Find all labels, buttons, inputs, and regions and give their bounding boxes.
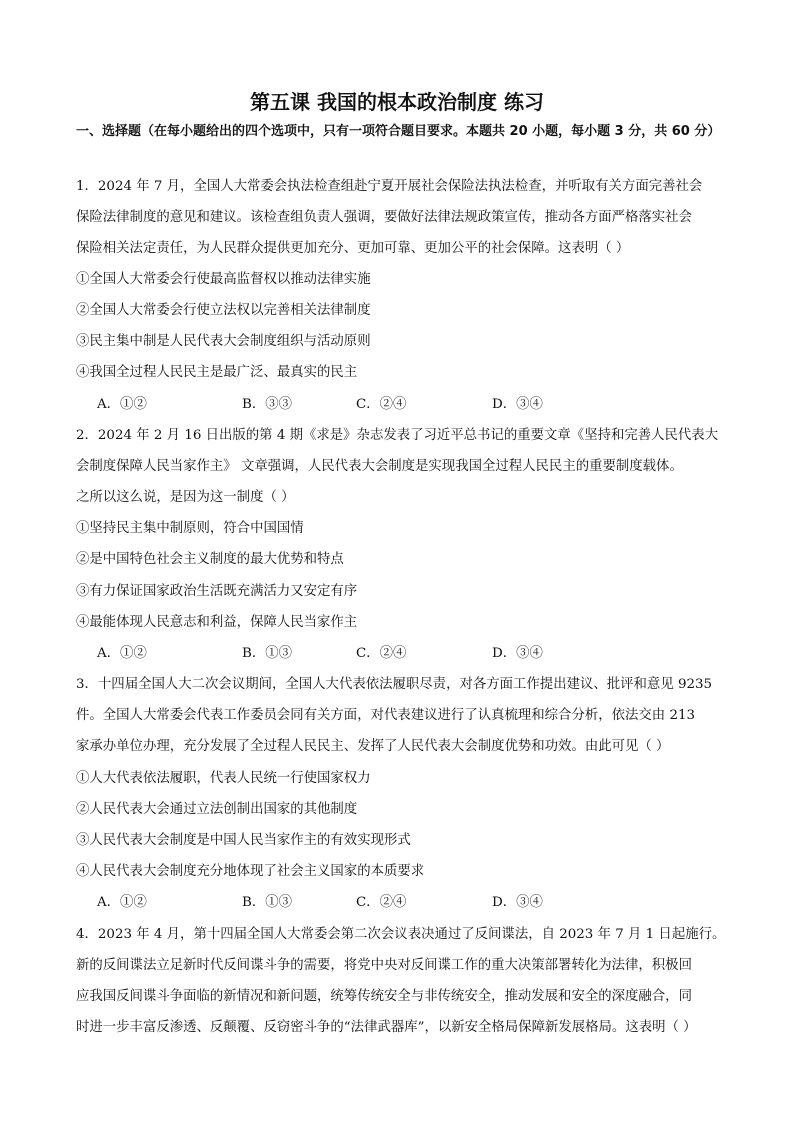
question-3-statement: ②人民代表大会通过立法创制出国家的其他制度 [76, 802, 358, 817]
choice-b: B．①③ [242, 646, 293, 661]
choice-b: B．③③ [242, 397, 293, 412]
question-3-line: 家承办单位办理，充分发展了全过程人民民主、发挥了人民代表大会制度优势和功效。由此可见（ ） [76, 739, 670, 754]
question-1-statement: ①全国人大常委会行使最高监督权以推动法律实施 [76, 272, 371, 287]
question-2-statement: ③有力保证国家政治生活既充满活力又安定有序 [76, 584, 358, 599]
question-3-statement: ①人大代表依法履职，代表人民统一行使国家权力 [76, 771, 371, 786]
choice-d: D．③④ [492, 895, 543, 910]
choice-c: C．②④ [356, 895, 407, 910]
question-2-statement: ④最能体现人民意志和利益，保障人民当家作主 [76, 615, 358, 630]
choice-c: C．②④ [356, 646, 407, 661]
question-3-statement: ③人民代表大会制度是中国人民当家作主的有效实现形式 [76, 833, 411, 848]
choice-a: A．①② [97, 646, 147, 661]
question-4-line: 新的反间谍法立足新时代反间谍斗争的需要，将党中央对反间谍工作的重大决策部署转化为法律，积极回 [76, 958, 692, 973]
question-4-line: 应我国反间谍斗争面临的新情况和新问题，统筹传统安全与非传统安全，推动发展和安全的深度融合，同 [76, 989, 692, 1004]
question-2-line: 之所以这么说，是因为这一制度（ ） [76, 490, 295, 505]
choice-b: B．①③ [242, 895, 293, 910]
question-3-line: 件。全国人大常委会代表工作委员会同有关方面，对代表建议进行了认真梳理和综合分析，依法交由 213 [76, 708, 695, 723]
question-1-line: 保险相关法定责任，为人民群众提供更加充分、更加可靠、更加公平的社会保障。这表明（ ） [76, 241, 630, 256]
section-heading: 一、选择题（在每小题给出的四个选项中，只有一项符合题目要求。本题共 20 小题，每小题 3 分，共 60 分） [76, 124, 721, 139]
question-1-statement: ④我国全过程人民民主是最广泛、最真实的民主 [76, 365, 358, 380]
question-2-statement: ②是中国特色社会主义制度的最大优势和特点 [76, 552, 344, 567]
question-2-line: 2．2024 年 2 月 16 日出版的第 4 期《求是》杂志发表了习近平总书记的重要文章《坚持和完善人民代表大 [76, 428, 719, 443]
question-4-line: 时进一步丰富反渗透、反颠覆、反窃密斗争的“法律武器库”，以新安全格局保障新发展格局。这表明（ ） [76, 1020, 697, 1035]
question-3-statement: ④人民代表大会制度充分地体现了社会主义国家的本质要求 [76, 864, 425, 879]
question-3-line: 3．十四届全国人大二次会议期间，全国人大代表依法履职尽责，对各方面工作提出建议、批评和意见 9235 [76, 677, 713, 692]
question-1-line: 1．2024 年 7 月，全国人大常委会执法检查组赴宁夏开展社会保险法执法检查，并听取有关方面完善社会 [76, 179, 703, 194]
choice-a: A．①② [97, 397, 147, 412]
page-title: 第五课 我国的根本政治制度 练习 [250, 90, 544, 114]
question-4-line: 4．2023 年 4 月，第十四届全国人大常委会第二次会议表决通过了反间谍法，自 2023 年 7 月 1 日起施行。 [76, 927, 726, 942]
question-2-statement: ①坚持民主集中制原则，符合中国国情 [76, 521, 304, 536]
choice-d: D．③④ [492, 646, 543, 661]
question-1-line: 保险法律制度的意见和建议。该检查组负责人强调，要做好法律法规政策宣传，推动各方面严格落实社会 [76, 210, 692, 225]
question-1-statement: ③民主集中制是人民代表大会制度组织与活动原则 [76, 334, 371, 349]
question-1-statement: ②全国人大常委会行使立法权以完善相关法律制度 [76, 303, 371, 318]
choice-c: C．②④ [356, 397, 407, 412]
choice-d: D．③④ [492, 397, 543, 412]
question-2-line: 会制度保障人民当家作主》 文章强调，人民代表大会制度是实现我国全过程人民民主的重要制度载体。 [76, 459, 683, 474]
choice-a: A．①② [97, 895, 147, 910]
